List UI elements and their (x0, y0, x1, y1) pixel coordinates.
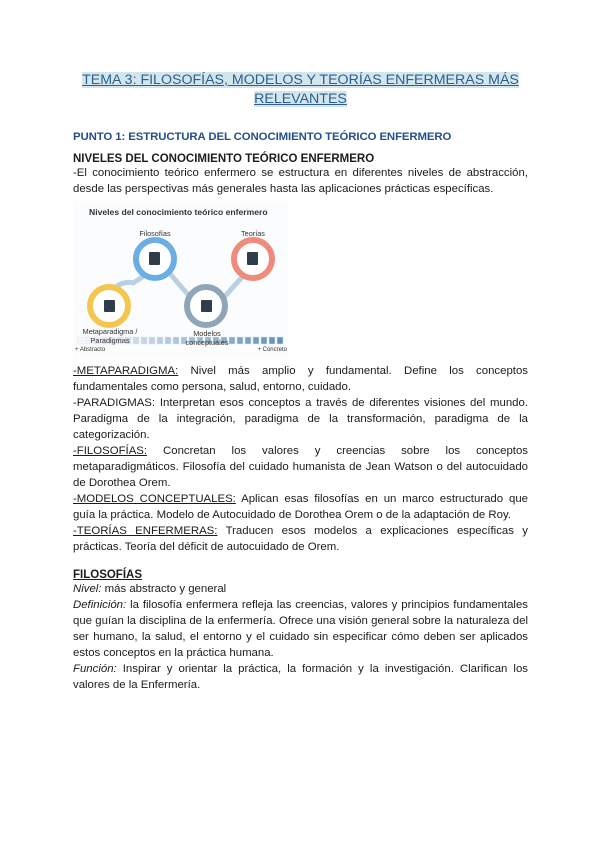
intro-paragraph: -El conocimiento teórico enfermero se estructura en diferentes niveles de abstracción, desde las perspectivas más generales hasta las aplicaciones prácticas específicas. (73, 167, 528, 195)
definicion-text: la filosofía enfermera refleja las creencias, valores y principios fundamentales que guían la disciplina de la enfermería. Ofrece una visión general sobre la naturaleza del ser humano, la salud, el entorno y el cuidado sin especificar cómo deben ser aplicados estos conceptos en la práctica humana. (73, 599, 528, 659)
subheading-niveles: NIVELES DEL CONOCIMIENTO TEÓRICO ENFERMERO (73, 153, 375, 165)
definicion-paragraph (73, 597, 528, 661)
modelos-label: Modelos conceptuales (185, 329, 229, 347)
metaparadigma-label-line-1: Metaparadigma / (82, 327, 138, 336)
item-label: -TEORÍAS ENFERMERAS: (73, 525, 218, 537)
title-line-1: TEMA 3: FILOSOFÍAS, MODELOS Y TEORÍAS ENFERMERAS MÁS (82, 72, 519, 88)
scale-right-label: + Concreto (257, 347, 287, 353)
item-modelos-conceptuales (73, 491, 528, 523)
nivel-label: Nivel: (73, 583, 102, 595)
item-text: Traducen esos modelos a explicaciones específicas y prácticas. Teoría del déficit de autocuidado de Orem. (73, 525, 528, 553)
metaparadigma-label-line-2: Paradigmas (90, 336, 130, 345)
item-label: -METAPARADIGMA: (73, 365, 179, 377)
nivel-text: más abstracto y general (101, 583, 227, 595)
nivel-paragraph (73, 581, 528, 597)
definicion-label: Definición: (73, 599, 127, 611)
teorias-icon (247, 252, 258, 265)
paradigmas-label (79, 329, 141, 347)
item-text: Nivel más amplio y fundamental. Define los conceptos fundamentales como persona, salud, entorno, cuidado. (73, 365, 528, 393)
funcion-paragraph (73, 661, 528, 693)
levels-diagram (73, 201, 288, 359)
item-text: Concretan los valores y creencias sobre los conceptos metaparadigmáticos. Filosofía del cuidado humanista de Jean Watson o del autocuidado de Dorothea Orem. (73, 445, 528, 489)
item-paradigmas (73, 395, 528, 443)
filosofias-label: Filosofías (139, 229, 171, 238)
item-label: -MODELOS CONCEPTUALES: (73, 493, 236, 505)
scale-left-label: + Abstracto (75, 347, 106, 353)
item-filosofias (73, 443, 528, 491)
item-label: -FILOSOFÍAS: (73, 445, 148, 457)
filosofias-heading: FILOSOFÍAS (73, 569, 142, 581)
item-metaparadigma (73, 363, 528, 395)
item-text: Aplican esas filosofías en un marco estructurado que guía la práctica. Modelo de Autocuidado de Dorothea Orem o de la adaptación de Roy. (73, 493, 528, 521)
funcion-label: Función: (73, 663, 117, 675)
document-page (73, 0, 528, 693)
item-label: -PARADIGMAS: (73, 397, 156, 409)
section-heading-punto-1: PUNTO 1: ESTRUCTURA DEL CONOCIMIENTO TEÓRICO ENFERMERO (73, 131, 452, 143)
filosofias-icon (149, 252, 160, 265)
metaparadigma-icon (104, 300, 115, 312)
item-text: Interpretan esos conceptos a través de diferentes visiones del mundo. Paradigma de la integración, paradigma de la transformación, paradigma de la categorización. (73, 397, 528, 441)
item-teorias-enfermeras (73, 523, 528, 555)
title-line-2: RELEVANTES (254, 91, 347, 107)
diagram-title: Niveles del conocimiento teórico enfermero (89, 207, 268, 217)
modelos-icon (201, 300, 212, 312)
teorias-label: Teorías (241, 229, 265, 238)
funcion-text: Inspirar y orientar la práctica, la formación y la investigación. Clarifican los valores de la Enfermería. (73, 663, 528, 691)
page-title (73, 71, 528, 109)
